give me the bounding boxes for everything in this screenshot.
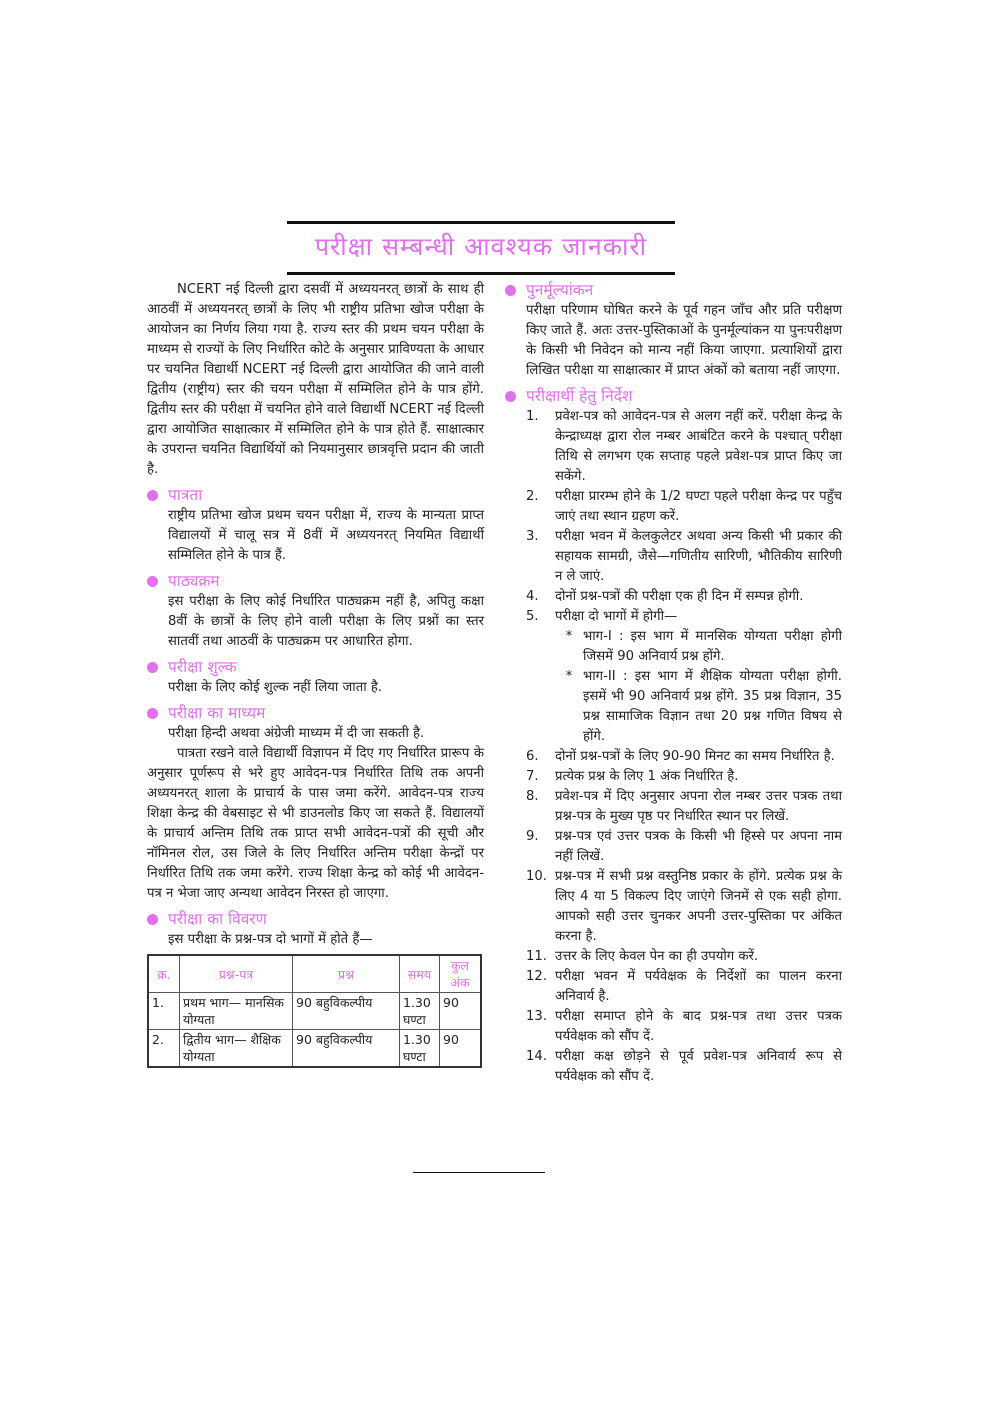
item-number: 6. — [526, 749, 539, 764]
item-text: प्रश्न-पत्र में सभी प्रश्न वस्तुनिष्ठ प्रकार के होंगे. प्रत्येक प्रश्न के लिए 4 या 5 विकल्प दिए जाएंगे जिनमें से एक सही होगा. आपको सही उत्तर चुनकर अपनी उत्तर-पुस्तिका पर अंकित करना है. — [555, 869, 842, 944]
list-item — [526, 827, 842, 867]
item-text: परीक्षा प्रारम्भ होने के 1/2 घण्टा पहले परीक्षा केन्द्र पर पहुँच जाएं तथा स्थान ग्रहण करें. — [555, 489, 842, 524]
heading-text: परीक्षा का माध्यम — [168, 704, 266, 722]
fee-text: परीक्षा के लिए कोई शुल्क नहीं लिया जाता है. — [168, 680, 383, 695]
heading-text: पुनर्मूल्यांकन — [526, 281, 594, 299]
list-item — [526, 1047, 842, 1087]
table-row — [148, 993, 481, 1030]
table-cell: 90 — [440, 993, 482, 1030]
table-row — [148, 1030, 481, 1068]
bullet-icon — [505, 391, 516, 402]
list-item — [526, 747, 842, 767]
header-cell: क्र. — [148, 955, 180, 993]
intro-paragraph: NCERT नई दिल्ली द्वारा दसवीं में अध्ययनरत् छात्रों के साथ ही आठवीं में अध्ययनरत् छात्रों के लिए भी राष्ट्रीय प्रतिभा खोज परीक्षा के आयोजन का निर्णय लिया गया है. राज्य स्तर की प्रथम चयन परीक्षा के माध्यम से राज्यों के लिए निर्धारित कोटे के अनुसार प्राविण्यता के आधार पर चयनित विद्यार्थी NCERT नई दिल्ली द्वारा आयोजित की जाने वाली द्वितीय (राष्ट्रीय) स्तर की चयन परीक्षा में सम्मिलित होने के पात्र होंगे. द्वितीय स्तर की परीक्षा में चयनित होने वाले विद्यार्थी NCERT नई दिल्ली द्वारा आयोजित साक्षात्कार में सम्मिलित होने के पात्र होते हैं. साक्षात्कार के उपरान्त चयनित विद्यार्थियों को नियमानुसार छात्रवृत्ति प्रदान की जाती है. — [147, 282, 484, 477]
details-text: इस परीक्षा के प्रश्न-पत्र दो भागों में होते हैं— — [168, 932, 373, 947]
eligibility-text: राष्ट्रीय प्रतिभा खोज प्रथम चयन परीक्षा में, राज्य के मान्यता प्राप्त विद्यालयों में चालू सत्र में 8वीं में अध्ययनरत् नियमित विद्यार्थी सम्मिलित होने के पात्र हैं. — [168, 508, 484, 563]
list-item — [526, 967, 842, 1007]
item-number: 5. — [526, 609, 539, 624]
heading-text: पात्रता — [168, 486, 203, 504]
sub-item — [555, 667, 842, 747]
asterisk-icon: * — [565, 669, 573, 684]
header-cell: समय — [400, 955, 440, 993]
footer-divider — [413, 1172, 545, 1173]
sub-item-text: भाग-I : इस भाग में मानसिक योग्यता परीक्षा होगी जिसमें 90 अनिवार्य प्रश्न होंगे. — [583, 629, 842, 664]
bullet-icon — [505, 285, 516, 296]
item-text: प्रत्येक प्रश्न के लिए 1 अंक निर्धारित है. — [555, 769, 739, 784]
asterisk-icon: * — [565, 629, 573, 644]
item-text: दोनों प्रश्न-पत्रों की परीक्षा एक ही दिन में सम्पन्न होगी. — [555, 589, 804, 604]
bullet-icon — [147, 708, 158, 719]
syllabus-text: इस परीक्षा के लिए कोई निर्धारित पाठ्यक्रम नहीं है, अपितु कक्षा 8वीं के छात्रों के लिए होने वाली परीक्षा के लिए प्रश्नों का स्तर सातवीं तथा आठवीं के पाठ्यक्रम पर आधारित होगा. — [168, 594, 484, 649]
item-number: 2. — [526, 489, 539, 504]
item-number: 8. — [526, 789, 539, 804]
list-item — [526, 527, 842, 587]
header-cell: प्रश्न — [293, 955, 400, 993]
sub-item — [555, 627, 842, 667]
table-cell: 90 — [440, 1030, 482, 1068]
left-column — [147, 280, 484, 1068]
list-item — [526, 1007, 842, 1047]
item-text: परीक्षा भवन में पर्यवेक्षक के निर्देशों का पालन करना अनिवार्य है. — [555, 969, 842, 1004]
item-text: परीक्षा दो भागों में होगी— — [555, 609, 678, 624]
item-number: 9. — [526, 829, 539, 844]
list-item — [526, 867, 842, 947]
list-item — [526, 947, 842, 967]
table-cell: 2. — [148, 1030, 180, 1068]
list-item — [526, 607, 842, 747]
list-item — [526, 787, 842, 827]
item-text: दोनों प्रश्न-पत्रों के लिए 90-90 मिनट का समय निर्धारित है. — [555, 749, 835, 764]
heading-fee — [147, 657, 484, 678]
table-cell: द्वितीय भाग— शैक्षिक योग्यता — [180, 1030, 293, 1068]
instructions-list — [505, 407, 842, 1087]
item-text: परीक्षा भवन में केलकुलेटर अथवा अन्य किसी भी प्रकार की सहायक सामग्री, जैसे—गणितीय सारिणी, भौतिकीय सारिणी न ले जाएं. — [555, 529, 842, 584]
header-cell: प्रश्न-पत्र — [180, 955, 293, 993]
medium-text: परीक्षा हिन्दी अथवा अंग्रेजी माध्यम में दी जा सकती है. — [168, 726, 425, 741]
item-number: 1. — [526, 409, 539, 424]
heading-eligibility — [147, 485, 484, 506]
page-title: परीक्षा सम्बन्धी आवश्यक जानकारी — [314, 232, 648, 261]
heading-medium — [147, 703, 484, 724]
item-number: 13. — [526, 1009, 547, 1024]
heading-syllabus — [147, 571, 484, 592]
item-text: परीक्षा समाप्त होने के बाद प्रश्न-पत्र तथा उत्तर पत्रक पर्यवेक्षक को सौंप दें. — [555, 1009, 842, 1044]
list-item — [526, 587, 842, 607]
table-cell: 1.30 घण्टा — [400, 1030, 440, 1068]
bullet-icon — [147, 576, 158, 587]
table-cell: 1.30 घण्टा — [400, 993, 440, 1030]
heading-text: परीक्षार्थी हेतु निर्देश — [526, 387, 633, 405]
table-header-row — [148, 955, 481, 993]
list-item — [526, 487, 842, 527]
sub-item-text: भाग-II : इस भाग में शैक्षिक योग्यता परीक्षा होगी. इसमें भी 90 अनिवार्य प्रश्न होंगे. 35 प्रश्न विज्ञान, 35 प्रश्न सामाजिक विज्ञान तथा 20 प्रश्न गणित विषय से होंगे. — [583, 669, 842, 744]
heading-details — [147, 909, 484, 930]
item-number: 12. — [526, 969, 547, 984]
heading-instructions — [505, 386, 842, 407]
list-item — [526, 407, 842, 487]
header-cell: कुल अंक — [440, 955, 482, 993]
list-item — [526, 767, 842, 787]
revaluation-text: परीक्षा परिणाम घोषित करने के पूर्व गहन जाँच और प्रति परीक्षण किए जाते हैं. अतः उत्तर-पुस्तिकाओं के पुनर्मूल्यांकन या पुनःपरीक्षण के किसी भी निवेदन को मान्य नहीं किया जाएगा. प्रत्याशियों द्वारा लिखित परीक्षा या साक्षात्कार में प्राप्त अंकों को बताया नहीं जाएगा. — [526, 303, 842, 378]
item-number: 14. — [526, 1049, 547, 1064]
page-title-box — [287, 221, 675, 275]
heading-text: पाठ्यक्रम — [168, 572, 220, 590]
bullet-icon — [147, 914, 158, 925]
exam-details-table — [147, 954, 482, 1068]
item-text: उत्तर के लिए केवल पेन का ही उपयोग करें. — [555, 949, 759, 964]
table-cell: 90 बहुविकल्पीय — [293, 1030, 400, 1068]
heading-text: परीक्षा शुल्क — [168, 658, 237, 676]
item-number: 10. — [526, 869, 547, 884]
item-text: परीक्षा कक्ष छोड़ने से पूर्व प्रवेश-पत्र अनिवार्य रूप से पर्यवेक्षक को सौंप दें. — [555, 1049, 842, 1084]
application-text: पात्रता रखने वाले विद्यार्थी विज्ञापन में दिए गए निर्धारित प्रारूप के अनुसार पूर्णरूप से भरे हुए आवेदन-पत्र निर्धारित तिथि तक अपनी अध्ययनरत् शाला के प्राचार्य के पास जमा करेंगे. आवेदन-पत्र राज्य शिक्षा केन्द्र की वेबसाइट से भी डाउनलोड किए जा सकते हैं. विद्यालयों के प्राचार्य अन्तिम तिथि तक प्राप्त सभी आवेदन-पत्रों की सूची और नॉमिनल रोल, उस जिले के लिए निर्धारित अन्तिम परीक्षा केन्द्रों पर निर्धारित तिथि तक जमा करेंगे. राज्य शिक्षा केन्द्र को कोई भी आवेदन-पत्र न भेजा जाए अन्यथा आवेदन निरस्त हो जाएगा. — [147, 746, 484, 901]
item-number: 7. — [526, 769, 539, 784]
item-number: 4. — [526, 589, 539, 604]
item-text: प्रवेश-पत्र में दिए अनुसार अपना रोल नम्बर उत्तर पत्रक तथा प्रश्न-पत्र के मुख्य पृष्ठ पर निर्धारित स्थान पर लिखें. — [555, 789, 842, 824]
item-text: प्रवेश-पत्र को आवेदन-पत्र से अलग नहीं करें. परीक्षा केन्द्र के केन्द्राध्यक्ष द्वारा रोल नम्बर आबंटित करने के पश्चात् परीक्षा तिथि से लगभग एक सप्ताह पहले प्रवेश-पत्र प्राप्त किए जा सकेंगे. — [555, 409, 842, 484]
bullet-icon — [147, 490, 158, 501]
heading-revaluation — [505, 280, 842, 301]
table-cell: 90 बहुविकल्पीय — [293, 993, 400, 1030]
heading-text: परीक्षा का विवरण — [168, 910, 267, 928]
table-cell: प्रथम भाग— मानसिक योग्यता — [180, 993, 293, 1030]
bullet-icon — [147, 662, 158, 673]
item-number: 11. — [526, 949, 547, 964]
item-number: 3. — [526, 529, 539, 544]
table-cell: 1. — [148, 993, 180, 1030]
right-column — [505, 280, 842, 1087]
item-text: प्रश्न-पत्र एवं उत्तर पत्रक के किसी भी हिस्से पर अपना नाम नहीं लिखें. — [555, 829, 842, 864]
